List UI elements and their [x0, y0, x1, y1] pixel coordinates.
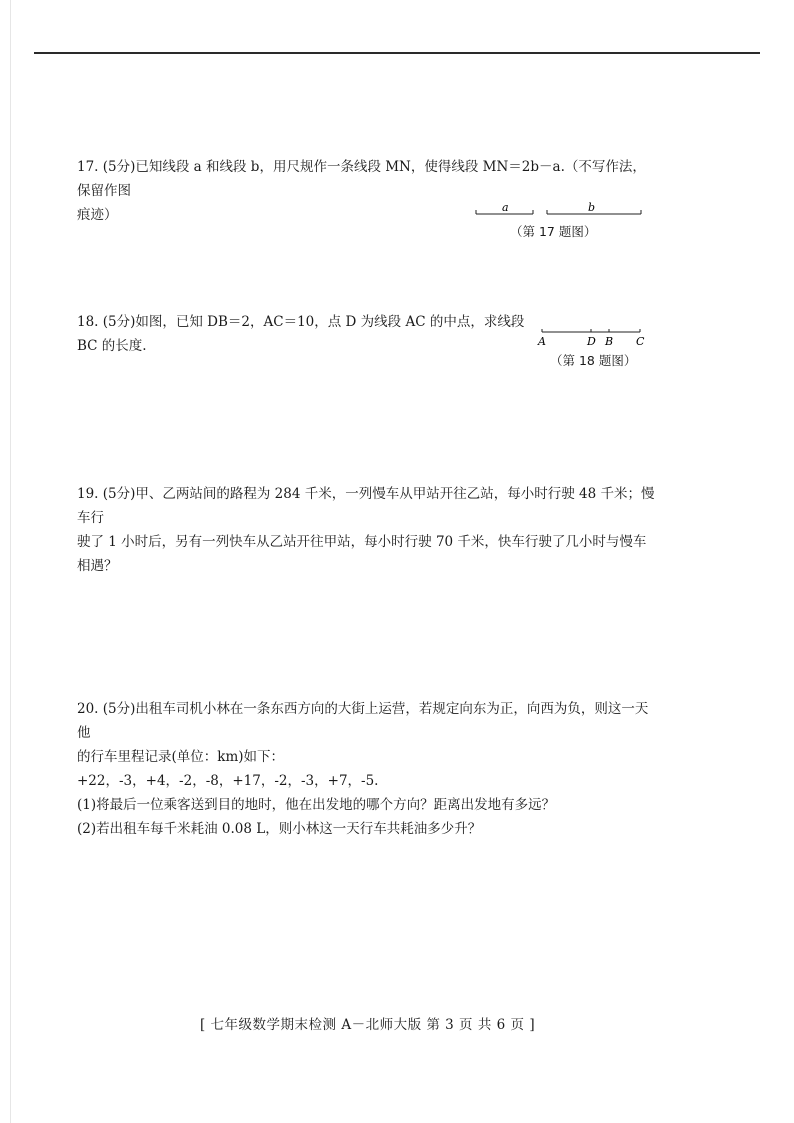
figure-17-segments	[470, 198, 650, 222]
question-19-line-2: 驶了 1 小时后，另有一列快车从乙站开往甲站，每小时行驶 70 千米，快车行驶了几小时与慢车	[77, 534, 647, 550]
question-18-line-1: 18. (5分)如图，已知 DB＝2，AC＝10，点 D 为线段 AC 的中点，求线段 BC 的长度.	[77, 314, 525, 354]
question-19-line-3: 相遇？	[77, 558, 118, 574]
figure-18-line	[534, 326, 654, 348]
point-d-label: D	[587, 335, 596, 348]
figure-17	[470, 198, 650, 246]
point-a-label: A	[538, 335, 546, 348]
header-rule	[34, 52, 760, 54]
question-18	[77, 310, 537, 358]
label-a: a	[502, 201, 509, 214]
page-edge	[10, 0, 11, 1123]
question-19	[77, 482, 657, 578]
point-c-label: C	[636, 335, 645, 348]
question-19-line-1: 19. (5分)甲、乙两站间的路程为 284 千米，一列慢车从甲站开往乙站，每小时行驶 48 千米；慢车行	[77, 486, 655, 526]
question-20-line-1: 20. (5分)出租车司机小林在一条东西方向的大街上运营，若规定向东为正，向西为负，则这一天他	[77, 701, 649, 741]
figure-17-caption: （第 17 题图）	[510, 224, 597, 239]
point-b-label: B	[605, 335, 614, 348]
figure-18	[534, 326, 654, 372]
question-20	[77, 697, 657, 841]
question-17-line-2: 痕迹）	[77, 207, 118, 223]
page-footer: [ 七年级数学期末检测 A－北师大版 第 3 页 共 6 页 ]	[200, 1017, 536, 1033]
label-b: b	[588, 201, 596, 214]
question-20-line-2: 的行车里程记录(单位：km)如下：	[77, 749, 285, 765]
question-20-part-1: (1)将最后一位乘客送到目的地时，他在出发地的哪个方向？距离出发地有多远？	[77, 797, 556, 813]
question-20-mileage-record: +22，-3，+4，-2，-8，+17，-2，-3，+7，-5.	[77, 773, 379, 789]
figure-18-caption: （第 18 题图）	[550, 353, 637, 368]
question-20-part-2: (2)若出租车每千米耗油 0.08 L，则小林这一天行车共耗油多少升？	[77, 821, 482, 837]
question-17-line-1: 17. (5分)已知线段 a 和线段 b，用尺规作一条线段 MN，使得线段 MN＝2b－a.（不写作法，保留作图	[77, 159, 646, 199]
